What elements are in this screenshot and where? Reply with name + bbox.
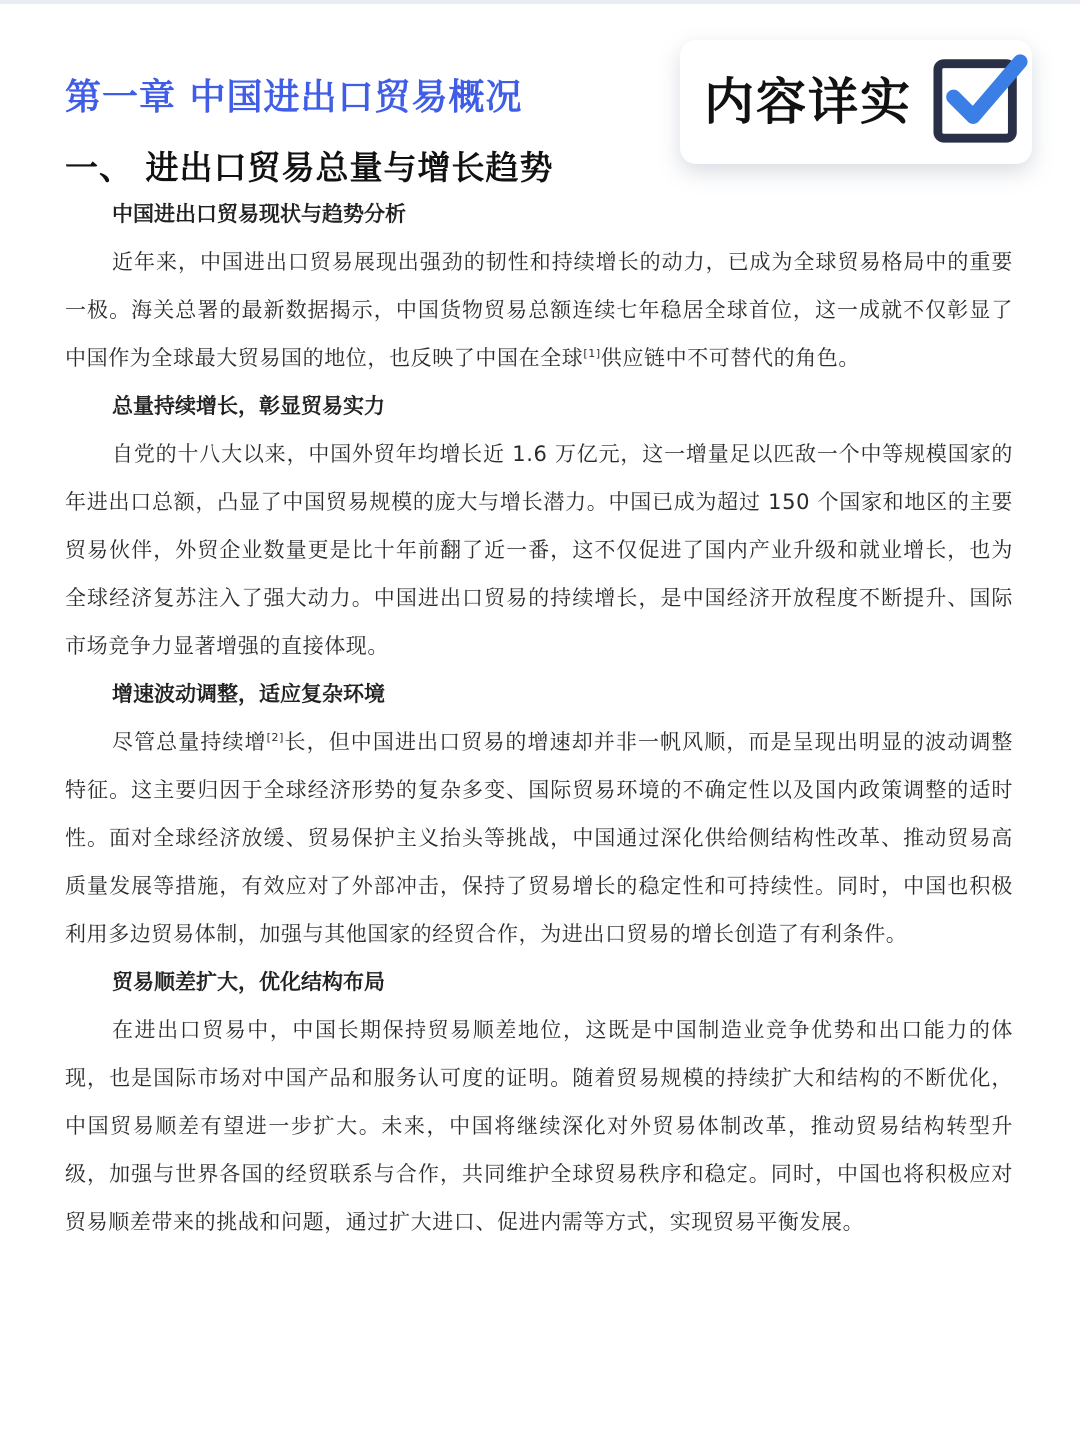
badge-label: 内容详实 xyxy=(704,73,912,131)
paragraph-total-growth: 自党的十八大以来，中国外贸年均增长近 1.6 万亿元，这一增量足以匹敌一个中等规模国家的年进出口总额，凸显了中国贸易规模的庞大与增长潜力。中国已成为超过 150 个国家和地区的主要贸易伙伴，外贸企业数量更是比十年前翻了近一番，这不仅促进了国内产业升级和就业增长，也为全球经济复苏注入了强大动力。中国进出口贸易的持续增长，是中国经济开放程度不断提升、国际市场竞争力显著增强的直接体现。 xyxy=(65,442,1013,658)
chapter-title: 第一章 中国进出口贸易概况 xyxy=(65,77,523,118)
subheading-growth-fluctuation: 增速波动调整，适应复杂环境 xyxy=(112,682,385,706)
paragraph-text: 供应链中不可替代的角色。 xyxy=(600,346,860,370)
subheading-status-trend: 中国进出口贸易现状与趋势分析 xyxy=(112,202,406,226)
subheading-total-growth: 总量持续增长，彰显贸易实力 xyxy=(112,394,385,418)
top-divider xyxy=(0,0,1080,4)
footnote-ref-2[interactable]: [2] xyxy=(266,731,285,744)
document-page xyxy=(65,60,1013,1246)
paragraph-text: 长，但中国进出口贸易的增速却并非一帆风顺，而是呈现出明显的波动调整特征。这主要归因于全球经济形势的复杂多变、国际贸易环境的不确定性以及国内政策调整的适时性。面对全球经济放缓、贸易保护主义抬头等挑战，中国通过深化供给侧结构性改革、推动贸易高质量发展等措施，有效应对了外部冲击，保持了贸易增长的稳定性和可持续性。同时，中国也积极利用多边贸易体制，加强与其他国家的经贸合作，为进出口贸易的增长创造了有利条件。 xyxy=(65,730,1014,946)
paragraph-trade-surplus: 在进出口贸易中，中国长期保持贸易顺差地位，这既是中国制造业竞争优势和出口能力的体现，也是国际市场对中国产品和服务认可度的证明。随着贸易规模的持续扩大和结构的不断优化，中国贸易顺差有望进一步扩大。未来，中国将继续深化对外贸易体制改革，推动贸易结构转型升级，加强与世界各国的经贸联系与合作，共同维护全球贸易秩序和稳定。同时，中国也将积极应对贸易顺差带来的挑战和问题，通过扩大进口、促进内需等方式，实现贸易平衡发展。 xyxy=(65,1018,1013,1234)
paragraph-text: 近年来，中国进出口贸易展现出强劲的韧性和持续增长的动力，已成为全球贸易格局中的重要一极。海关总署的最新数据揭示，中国货物贸易总额连续七年稳居全球首位，这一成就不仅彰显了中国作为全球最大贸易国的地位，也反映了中国在全球 xyxy=(65,250,1013,370)
subheading-trade-surplus: 贸易顺差扩大，优化结构布局 xyxy=(112,970,385,994)
footnote-ref-1[interactable]: [1] xyxy=(583,347,601,360)
paragraph-text: 尽管总量持续增 xyxy=(112,730,267,754)
paragraph-growth-fluctuation xyxy=(65,718,1013,958)
paragraph-status-trend xyxy=(65,238,1013,382)
section-title: 一、 进出口贸易总量与增长趋势 xyxy=(65,148,554,187)
content-badge xyxy=(680,40,1032,164)
checkbox-checked-icon xyxy=(932,48,1030,146)
